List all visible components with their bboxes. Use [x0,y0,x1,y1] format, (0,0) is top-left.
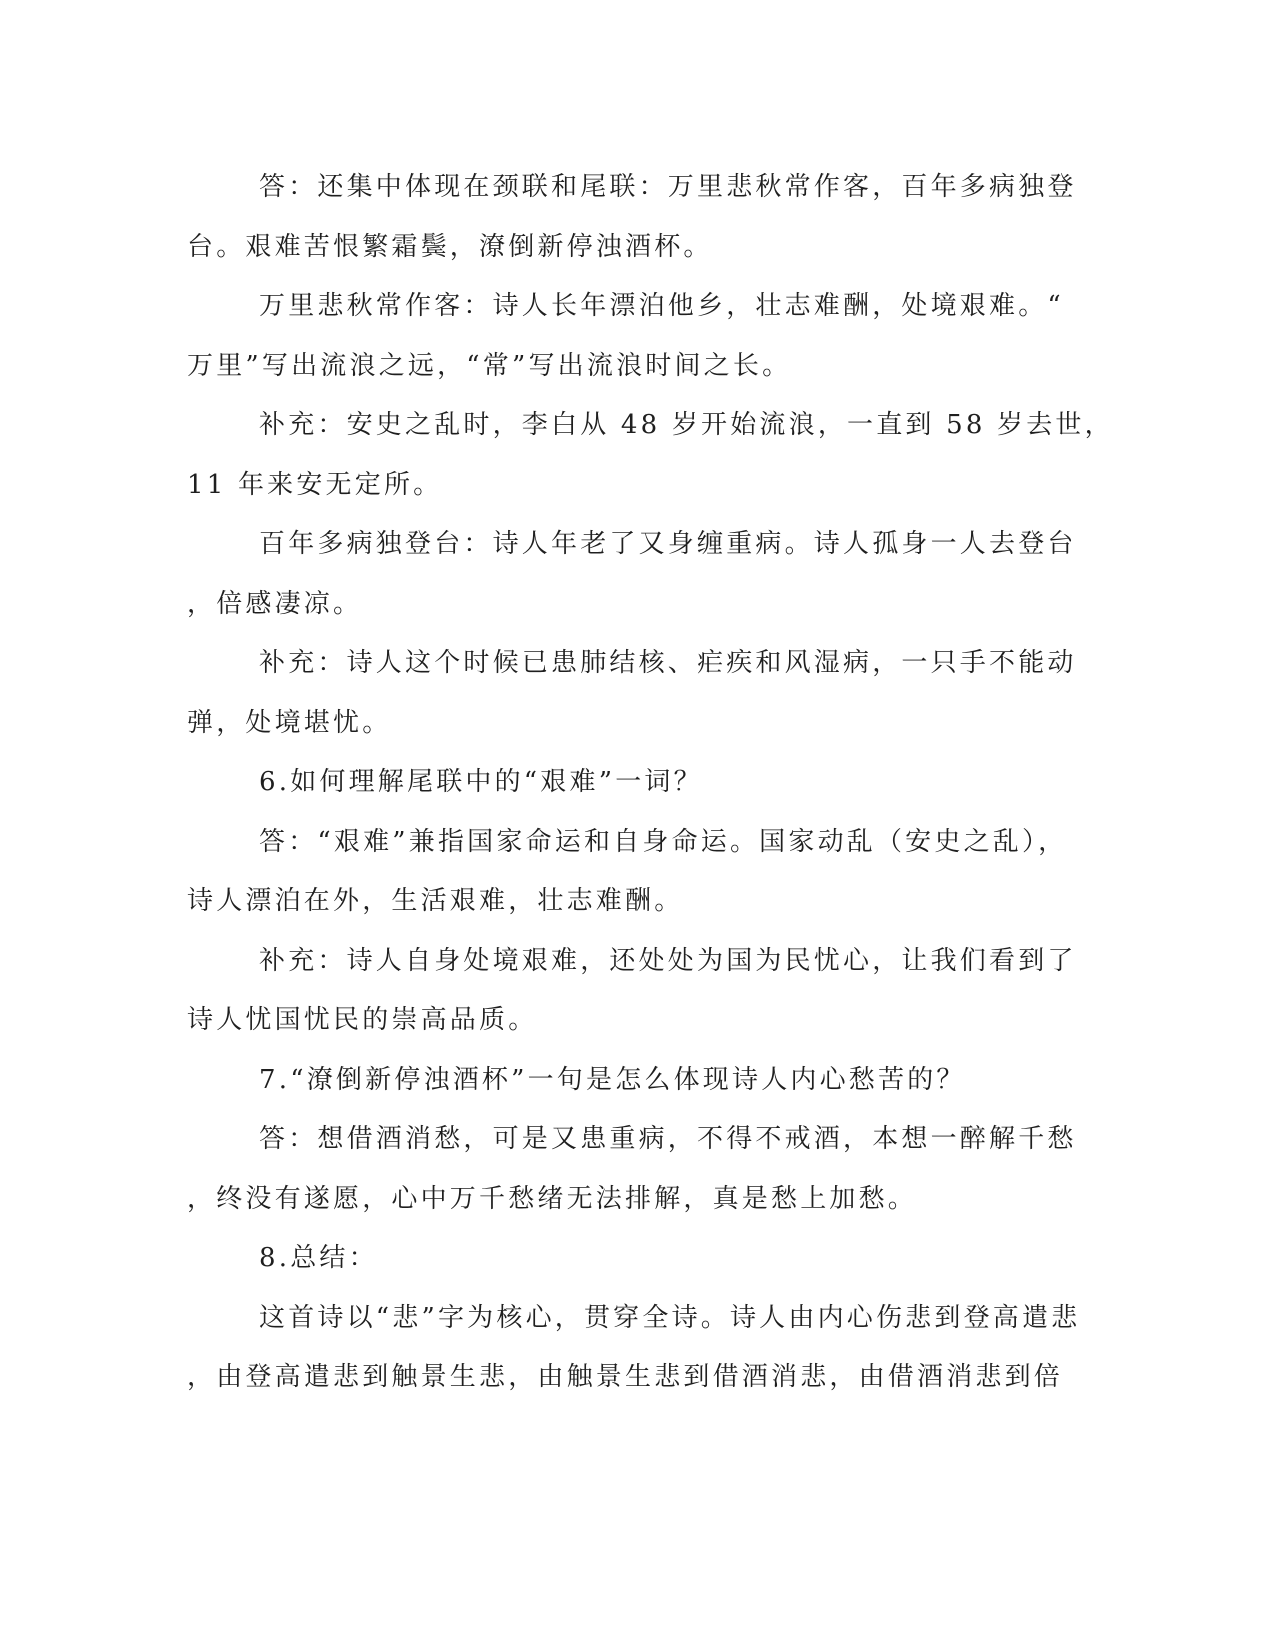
answer-line-continuation: 诗人漂泊在外，生活艰难，壮志难酬。 [187,886,684,916]
supplement-line: 补充：诗人这个时候已患肺结核、疟疾和风湿病，一只手不能动 [259,648,1077,678]
answer-line: 答：还集中体现在颈联和尾联：万里悲秋常作客，百年多病独登 [259,172,1077,202]
supplement-line-continuation: 11 年来安无定所。 [187,469,443,500]
answer-line: 答：“艰难”兼指国家命运和自身命运。国家动乱（安史之乱）， [259,826,1068,857]
analysis-line: 万里悲秋常作客：诗人长年漂泊他乡，壮志难酬，处境艰难。“ [259,291,1064,321]
answer-line-continuation: ，终没有遂愿，心中万千愁绪无法排解，真是愁上加愁。 [187,1183,918,1214]
analysis-line: 百年多病独登台：诗人年老了又身缠重病。诗人孤身一人去登台 [259,529,1077,559]
supplement-line-continuation: 诗人忧国忧民的崇高品质。 [187,1005,538,1035]
answer-line-continuation: 台。艰难苦恨繁霜鬓，潦倒新停浊酒杯。 [187,231,713,262]
question-7: 7.“潦倒新停浊酒杯”一句是怎么体现诗人内心愁苦的？ [259,1064,966,1095]
document-body [187,158,1114,1408]
analysis-line-continuation: ，倍感凄凉。 [187,588,363,619]
summary-line: 这首诗以“悲”字为核心，贯穿全诗。诗人由内心伤悲到登高遣悲 [259,1302,1081,1333]
supplement-line: 补充：诗人自身处境艰难，还处处为国为民忧心，让我们看到了 [259,945,1077,976]
supplement-line: 补充：安史之乱时，李白从 48 岁开始流浪，一直到 58 岁去世， [259,410,1114,440]
answer-line: 答：想借酒消愁，可是又患重病，不得不戒酒，本想一醉解千愁 [259,1124,1077,1154]
supplement-line-continuation: 弹，处境堪忧。 [187,707,392,738]
question-6: 6.如何理解尾联中的“艰难”一词？ [259,767,703,797]
summary-line-continuation: ，由登高遣悲到触景生悲，由触景生悲到借酒消悲，由借酒消悲到倍 [187,1362,1064,1392]
summary-heading: 8.总结： [259,1243,378,1273]
analysis-line-continuation: 万里”写出流浪之远，“常”写出流浪时间之长。 [187,350,792,381]
